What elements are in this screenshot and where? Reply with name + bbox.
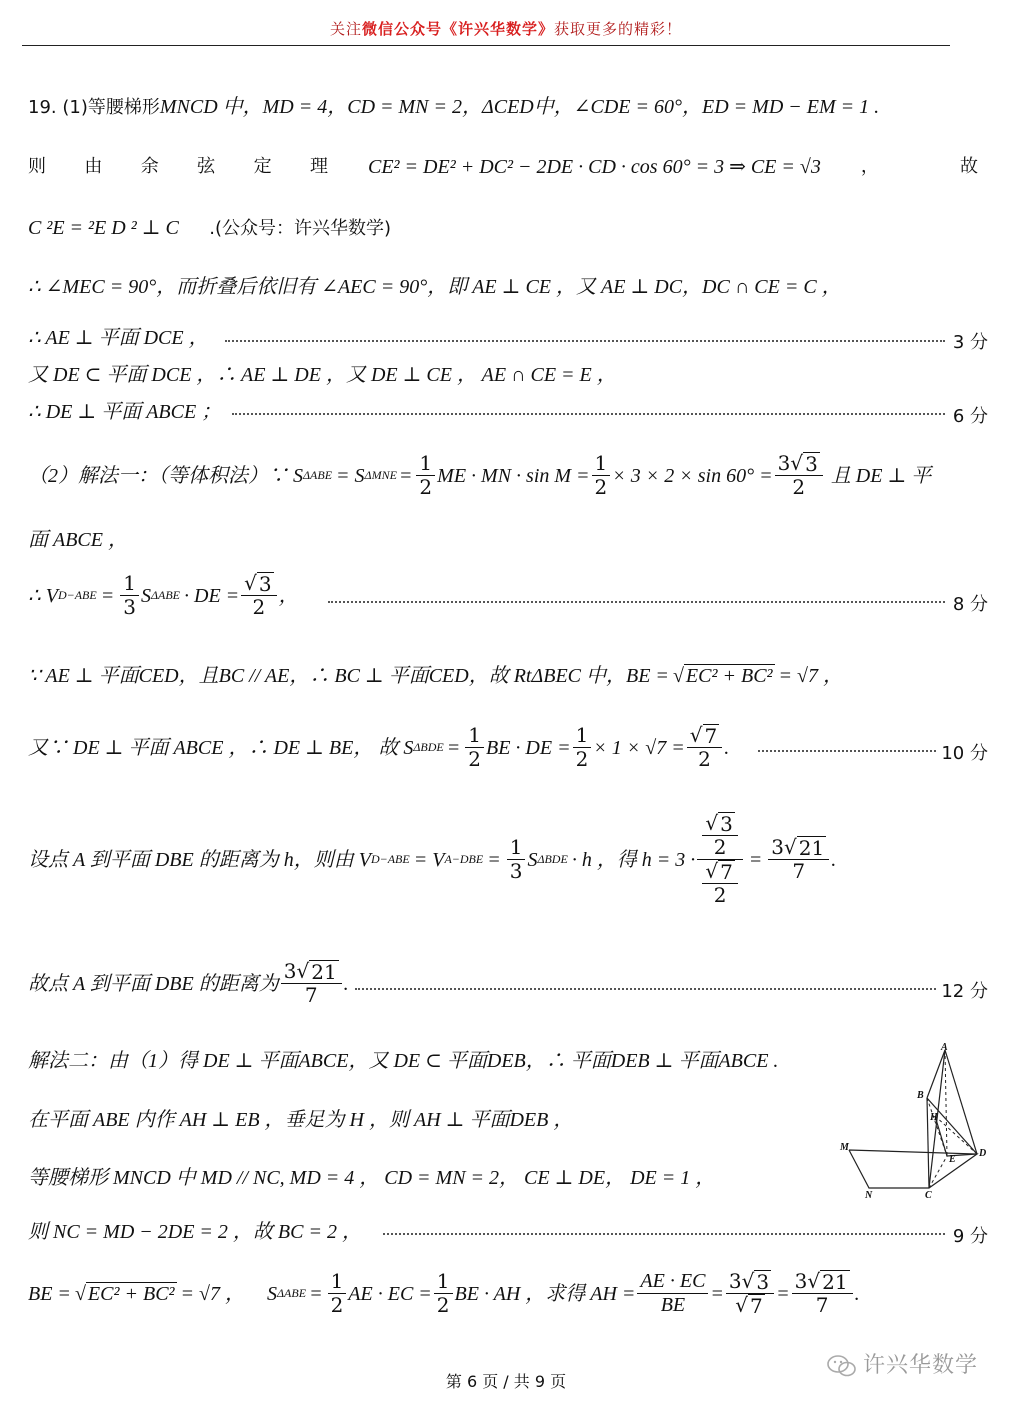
line-3: C ²E = ²E D ² ⊥ C .(公众号：许兴华数学) bbox=[28, 217, 391, 239]
figure-label-e: E bbox=[949, 1154, 956, 1165]
header-highlight: 微信公众号《许兴华数学》 bbox=[361, 20, 554, 38]
line-18: 则 NC = MD − 2DE = 2 ，故 BC = 2 ， bbox=[28, 1221, 362, 1243]
fraction: $\frac{1}{2}$ bbox=[416, 452, 435, 499]
line-4: ∴ ∠MEC = 90°，而折叠后依旧有 ∠AEC = 90°，即 AE ⊥ CE ，又 AE ⊥ DC，DC ∩ CE = C ， bbox=[28, 276, 842, 298]
figure-label-d: D bbox=[979, 1148, 987, 1159]
fraction: √ 3 2 bbox=[241, 572, 276, 619]
page-header bbox=[0, 18, 1012, 39]
line-17: 等腰梯形 MNCD 中 MD // NC, MD = 4 ， CD = MN = 2， CE ⊥ DE， DE = 1 ， bbox=[28, 1167, 716, 1189]
score-6: 6 分 bbox=[952, 406, 988, 427]
line-14: 故点 A 到平面 DBE 的距离为 3√ 21 7 . bbox=[28, 959, 349, 1007]
line-13: 设点 A 到平面 DBE 的距离为 h，则由 V D−ABE = V A−DBE = $\frac{1}{3}$ S ΔBDE · h ，得 h = 3 · √ 3 2 √ 7 2 = 3√ 21 7 . bbox=[28, 811, 837, 907]
score-3: 3 分 bbox=[952, 332, 988, 353]
line-16: 在平面 ABE 内作 AH ⊥ EB ，垂足为 H ，则 AH ⊥ 平面DEB ， bbox=[28, 1109, 574, 1131]
line-10: ∴ V D−ABE = $\frac{1}{3}$ S ΔABE · DE = √ 3 2 ， bbox=[28, 571, 299, 619]
figure-label-b: B bbox=[917, 1090, 924, 1101]
header-rule bbox=[22, 45, 950, 46]
line-11: ∵ AE ⊥ 平面CED，且BC // AE，∴ BC ⊥ 平面CED，故 RtΔBEC 中，BE = √ EC² + BC² = √7 ， bbox=[28, 664, 844, 687]
fraction: $\frac{1}{2}$ bbox=[592, 452, 611, 499]
figure-label-m: M bbox=[840, 1142, 849, 1153]
header-prefix: 关注 bbox=[329, 20, 362, 38]
figure-label-c: C bbox=[925, 1190, 932, 1200]
dot-leader bbox=[758, 750, 936, 752]
header-suffix: 获取更多的精彩！ bbox=[554, 20, 683, 38]
fraction: $\frac{1}{3}$ bbox=[120, 572, 139, 619]
line-5: ∴ AE ⊥ 平面 DCE ， bbox=[28, 327, 209, 349]
fraction: $\frac{AE \cdot EC}{BE}$ bbox=[637, 1270, 708, 1317]
figure-label-h: H bbox=[930, 1112, 938, 1123]
line-2: 则 由 余 弦 定 理 CE² = DE² + DC² − 2DE · CD · cos 60° = 3 ⇒ CE = √3 ， 故 bbox=[28, 156, 978, 178]
line-7: ∴ DE ⊥ 平面 ABCE ； bbox=[28, 401, 222, 423]
dot-leader bbox=[232, 413, 945, 415]
line-1: 19. (1)等腰梯形MNCD 中，MD = 4，CD = MN = 2，ΔCED中，∠CDE = 60°，ED = MD − EM = 1 . bbox=[28, 96, 880, 118]
dot-leader bbox=[225, 340, 945, 342]
figure-label-a: A bbox=[941, 1042, 948, 1053]
score-9: 9 分 bbox=[952, 1226, 988, 1247]
cosine-law: CE² = DE² + DC² − 2DE · CD · cos 60° = 3 ⇒ CE = √3 bbox=[368, 156, 821, 178]
fraction: $\frac{1}{2}$ bbox=[434, 1270, 453, 1317]
watermark-text: 许兴华数学 bbox=[862, 1353, 978, 1378]
fraction: 3√ 21 7 bbox=[792, 1270, 853, 1317]
fraction: 3√ 3 2 bbox=[775, 452, 823, 499]
fraction: 3√ 21 7 bbox=[768, 836, 829, 883]
page-footer: 第 6 页 / 共 9 页 bbox=[445, 1372, 567, 1391]
line-6: 又 DE ⊂ 平面 DCE ，∴ AE ⊥ DE ，又 DE ⊥ CE ， AE ∩ CE = E ， bbox=[28, 364, 617, 386]
figure-label-n: N bbox=[865, 1190, 873, 1200]
dot-leader bbox=[383, 1233, 945, 1235]
geometry-figure bbox=[835, 1040, 995, 1200]
line-2-words: 则 由 余 弦 定 理 bbox=[28, 156, 328, 178]
score-10: 10 分 bbox=[941, 743, 988, 764]
account-note: .(公众号：许兴华数学) bbox=[209, 218, 391, 239]
fraction: √ 7 2 bbox=[687, 724, 722, 771]
dot-leader bbox=[328, 601, 945, 603]
fraction: $\frac{1}{2}$ bbox=[573, 724, 592, 771]
score-8: 8 分 bbox=[952, 594, 988, 615]
fraction: $\frac{1}{2}$ bbox=[465, 724, 484, 771]
dot-leader bbox=[355, 988, 936, 990]
fraction: 3√ 21 7 bbox=[281, 960, 342, 1007]
fraction: 3√ 3 √ 7 bbox=[726, 1270, 774, 1317]
line-8: （2）解法一：（等体积法）∵ S ΔABE = S ΔMNE = $\frac{1}{2}$ ME · MN · sin M = $\frac{1}{2}$ × 3 × 2 × sin 60° = 3√ 3 2 且 DE ⊥ 平 bbox=[28, 451, 932, 499]
line-9: 面 ABCE ， bbox=[28, 529, 128, 551]
fraction: $\frac{1}{2}$ bbox=[328, 1270, 347, 1317]
score-12: 12 分 bbox=[941, 981, 988, 1002]
line-12: 又∵ DE ⊥ 平面 ABCE ，∴ DE ⊥ BE， 故 S ΔBDE = $\frac{1}{2}$ BE · DE = $\frac{1}{2}$ × 1 × √7 = √ 7 2 . bbox=[28, 723, 730, 771]
compound-fraction: √ 3 2 √ 7 2 bbox=[697, 812, 742, 907]
line-1-math: MNCD 中，MD = 4，CD = MN = 2，ΔCED中，∠CDE = 60°，ED = MD − EM = 1 . bbox=[159, 96, 880, 118]
line-19: BE = √ EC² + BC² = √7 ， S ΔABE = $\frac{1}{2}$ AE · EC = $\frac{1}{2}$ BE · AH ，求得 AH = $\frac{AE \cdot EC}{BE}$ = 3√ 3 √ 7 = 3√ 21 7 . bbox=[28, 1269, 860, 1318]
fraction: $\frac{1}{3}$ bbox=[507, 836, 526, 883]
line-15: 解法二：由（1）得 DE ⊥ 平面ABCE，又 DE ⊂ 平面DEB，∴ 平面DEB ⊥ 平面ABCE . bbox=[28, 1050, 779, 1072]
